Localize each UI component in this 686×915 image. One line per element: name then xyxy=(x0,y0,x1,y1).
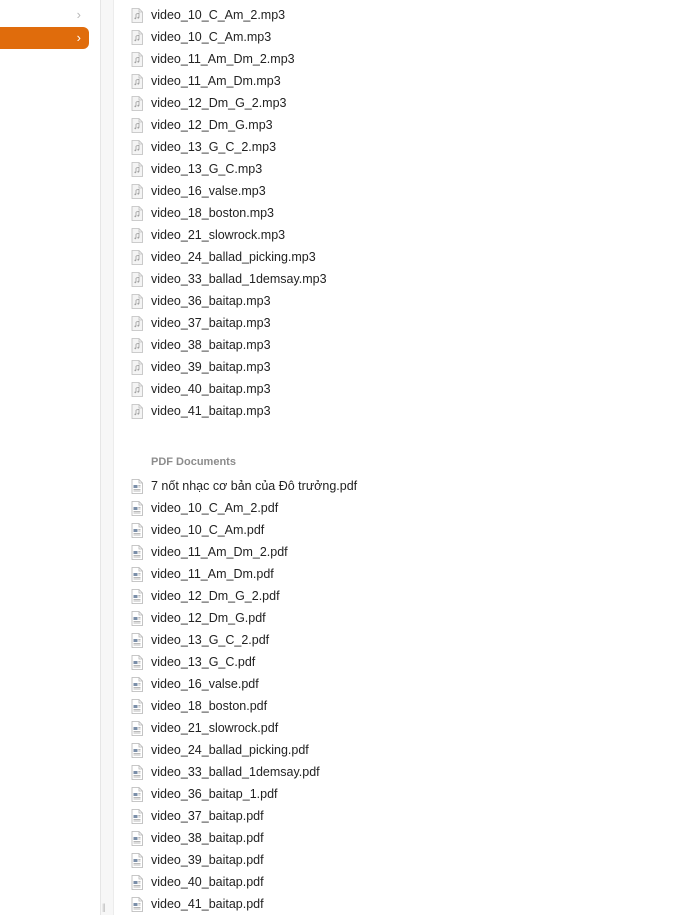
file-name: video_21_slowrock.mp3 xyxy=(151,228,286,242)
file-name: video_13_G_C.mp3 xyxy=(151,162,263,176)
audio-file-icon xyxy=(130,272,143,287)
column-resize-handle[interactable]: || xyxy=(102,902,105,912)
audio-file-row[interactable] xyxy=(130,4,285,26)
audio-file-icon xyxy=(130,404,143,419)
file-name: video_41_baitap.pdf xyxy=(151,897,264,911)
pdf-file-row[interactable] xyxy=(130,475,357,497)
pdf-file-row[interactable] xyxy=(130,673,259,695)
audio-file-row[interactable] xyxy=(130,202,274,224)
audio-file-row[interactable] xyxy=(130,158,262,180)
audio-file-icon xyxy=(130,74,143,89)
pdf-file-icon xyxy=(130,545,143,560)
audio-file-row[interactable] xyxy=(130,224,285,246)
pdf-file-row[interactable] xyxy=(130,563,274,585)
file-name: video_12_Dm_G_2.pdf xyxy=(151,589,280,603)
file-name: video_38_baitap.pdf xyxy=(151,831,264,845)
pdf-file-icon xyxy=(130,501,143,516)
pdf-file-icon xyxy=(130,567,143,582)
pdf-file-icon xyxy=(130,633,143,648)
pdf-file-icon xyxy=(130,831,143,846)
audio-file-row[interactable] xyxy=(130,334,271,356)
file-name: video_13_G_C_2.pdf xyxy=(151,633,270,647)
pdf-file-row[interactable] xyxy=(130,651,255,673)
pdf-file-icon xyxy=(130,743,143,758)
pdf-file-icon xyxy=(130,677,143,692)
audio-file-row[interactable] xyxy=(130,312,271,334)
file-name: 7 nốt nhạc cơ bản của Đô trưởng.pdf xyxy=(151,479,358,493)
file-name: video_13_G_C.pdf xyxy=(151,655,256,669)
file-name: video_11_Am_Dm_2.mp3 xyxy=(151,52,295,66)
folder-row[interactable] xyxy=(0,4,89,26)
audio-file-row[interactable] xyxy=(130,92,287,114)
file-name: video_37_baitap.pdf xyxy=(151,809,264,823)
pdf-file-row[interactable] xyxy=(130,585,280,607)
audio-file-icon xyxy=(130,8,143,23)
file-name: video_40_baitap.mp3 xyxy=(151,382,271,396)
pdf-file-icon xyxy=(130,787,143,802)
audio-file-icon xyxy=(130,140,143,155)
file-name: video_37_baitap.mp3 xyxy=(151,316,271,330)
file-name: video_12_Dm_G_2.mp3 xyxy=(151,96,287,110)
pdf-file-icon xyxy=(130,897,143,912)
chevron-right-icon: › xyxy=(76,30,81,45)
file-name: video_21_slowrock.pdf xyxy=(151,721,279,735)
audio-file-icon xyxy=(130,316,143,331)
pdf-file-icon xyxy=(130,611,143,626)
audio-file-row[interactable] xyxy=(130,114,273,136)
audio-file-icon xyxy=(130,360,143,375)
file-name: video_33_ballad_1demsay.pdf xyxy=(151,765,320,779)
pdf-file-icon xyxy=(130,655,143,670)
audio-file-row[interactable] xyxy=(130,378,271,400)
audio-file-icon xyxy=(130,382,143,397)
pdf-file-icon xyxy=(130,853,143,868)
audio-file-icon xyxy=(130,250,143,265)
pdf-file-row[interactable] xyxy=(130,717,278,739)
file-name: video_24_ballad_picking.mp3 xyxy=(151,250,316,264)
pdf-file-icon xyxy=(130,765,143,780)
file-name: video_10_C_Am.mp3 xyxy=(151,30,272,44)
pdf-file-icon xyxy=(130,809,143,824)
chevron-right-icon: › xyxy=(76,7,81,22)
pdf-file-row[interactable] xyxy=(130,783,278,805)
file-name: video_36_baitap_1.pdf xyxy=(151,787,278,801)
pdf-file-icon xyxy=(130,589,143,604)
pdf-file-row[interactable] xyxy=(130,497,278,519)
audio-file-icon xyxy=(130,118,143,133)
pdf-file-row[interactable] xyxy=(130,739,309,761)
audio-file-row[interactable] xyxy=(130,180,266,202)
file-name: video_16_valse.pdf xyxy=(151,677,259,691)
folder-column xyxy=(0,0,100,915)
file-name: video_11_Am_Dm_2.pdf xyxy=(151,545,288,559)
audio-file-icon xyxy=(130,206,143,221)
pdf-file-row[interactable] xyxy=(130,607,266,629)
file-name: video_11_Am_Dm.pdf xyxy=(151,567,274,581)
file-name: video_39_baitap.mp3 xyxy=(151,360,271,374)
file-name: video_40_baitap.pdf xyxy=(151,875,264,889)
pdf-file-row[interactable] xyxy=(130,761,320,783)
pdf-file-icon xyxy=(130,523,143,538)
pdf-file-row[interactable] xyxy=(130,871,264,893)
file-name: video_12_Dm_G.mp3 xyxy=(151,118,273,132)
pdf-file-icon xyxy=(130,479,143,494)
file-name: video_24_ballad_picking.pdf xyxy=(151,743,309,757)
audio-file-row[interactable] xyxy=(130,400,271,422)
pdf-file-row[interactable] xyxy=(130,695,267,717)
pdf-file-icon xyxy=(130,699,143,714)
file-name: video_39_baitap.pdf xyxy=(151,853,264,867)
file-name: video_18_boston.pdf xyxy=(151,699,268,713)
pdf-file-row[interactable] xyxy=(130,893,264,915)
file-name: video_11_Am_Dm.mp3 xyxy=(151,74,281,88)
file-name: video_10_C_Am.pdf xyxy=(151,523,265,537)
audio-file-row[interactable] xyxy=(130,26,271,48)
file-name: video_18_boston.mp3 xyxy=(151,206,275,220)
audio-file-icon xyxy=(130,338,143,353)
pdf-file-row[interactable] xyxy=(130,519,264,541)
pdf-file-row[interactable] xyxy=(130,805,264,827)
audio-file-icon xyxy=(130,228,143,243)
file-name: video_13_G_C_2.mp3 xyxy=(151,140,277,154)
file-name: video_10_C_Am_2.mp3 xyxy=(151,8,286,22)
pdf-file-row[interactable] xyxy=(130,827,264,849)
audio-file-icon xyxy=(130,30,143,45)
audio-file-row[interactable] xyxy=(130,356,271,378)
audio-file-icon xyxy=(130,294,143,309)
audio-file-icon xyxy=(130,96,143,111)
pdf-file-row[interactable] xyxy=(130,629,269,651)
file-name: video_10_C_Am_2.pdf xyxy=(151,501,279,515)
audio-file-icon xyxy=(130,52,143,67)
audio-file-icon xyxy=(130,184,143,199)
audio-file-row[interactable] xyxy=(130,268,327,290)
audio-file-row[interactable] xyxy=(130,48,295,70)
file-name: video_16_valse.mp3 xyxy=(151,184,266,198)
folder-row-selected[interactable] xyxy=(0,27,89,49)
audio-file-row[interactable] xyxy=(130,290,271,312)
pdf-file-row[interactable] xyxy=(130,541,288,563)
column-divider[interactable] xyxy=(100,0,114,915)
pdf-file-row[interactable] xyxy=(130,849,264,871)
pdf-file-icon xyxy=(130,875,143,890)
audio-file-row[interactable] xyxy=(130,136,276,158)
pdf-file-icon xyxy=(130,721,143,736)
audio-file-row[interactable] xyxy=(130,70,281,92)
file-name: video_36_baitap.mp3 xyxy=(151,294,271,308)
file-name: video_33_ballad_1demsay.mp3 xyxy=(151,272,327,286)
file-name: video_38_baitap.mp3 xyxy=(151,338,271,352)
audio-file-row[interactable] xyxy=(130,246,316,268)
audio-file-icon xyxy=(130,162,143,177)
section-header-pdf: PDF Documents xyxy=(151,456,236,468)
file-name: video_41_baitap.mp3 xyxy=(151,404,271,418)
file-name: video_12_Dm_G.pdf xyxy=(151,611,266,625)
